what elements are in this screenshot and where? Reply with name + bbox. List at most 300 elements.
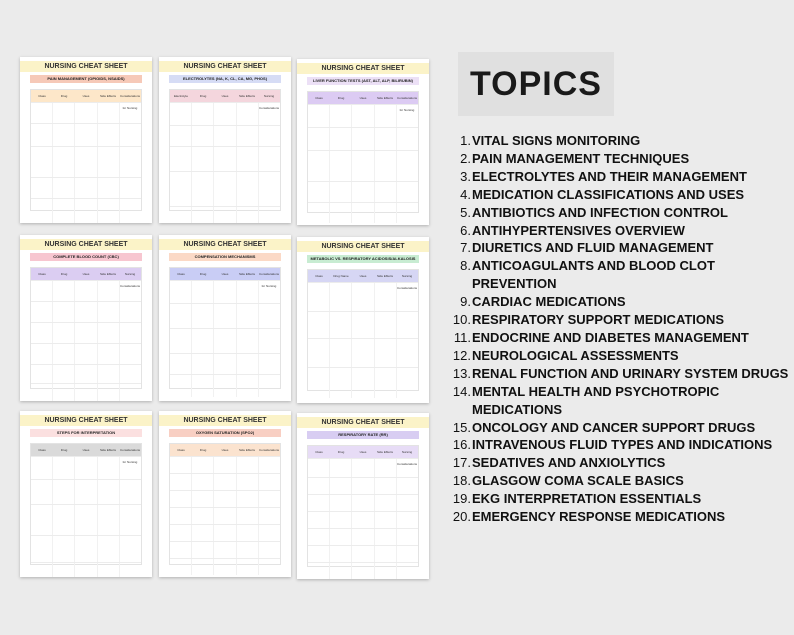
topic-number: 9. — [460, 294, 471, 310]
table-cell — [396, 368, 418, 398]
table-header-cell: Uses — [359, 450, 367, 454]
table-cell — [329, 151, 351, 181]
table-cell — [329, 512, 351, 528]
table-cell — [170, 542, 191, 558]
table-cell — [329, 546, 351, 562]
sheet-table — [307, 91, 419, 213]
table-row — [308, 202, 418, 223]
sheet-table — [307, 445, 419, 567]
table-cell — [52, 457, 74, 479]
table-cell — [351, 512, 373, 528]
table-cell — [213, 559, 235, 575]
table-header-cell: Drug — [60, 272, 68, 276]
table-cell — [258, 329, 280, 353]
table-cell — [213, 491, 235, 507]
table-row — [170, 524, 280, 541]
table-header-cell: Considerations for Nursing — [119, 448, 140, 464]
topic-text: MEDICATION CLASSIFICATIONS AND USES — [472, 186, 745, 202]
table-cell — [52, 344, 74, 364]
table-cell — [329, 203, 351, 223]
table-header-cell: Side Effects — [377, 274, 393, 278]
table-cell — [119, 147, 141, 177]
table-cell — [97, 199, 119, 223]
table-cell — [308, 182, 329, 202]
topic-number: 17. — [452, 455, 471, 471]
table-cell — [191, 126, 213, 146]
table-row — [308, 282, 418, 311]
table-cell — [258, 172, 280, 206]
table-row — [170, 328, 280, 353]
table-cell — [308, 563, 329, 579]
table-cell — [97, 323, 119, 343]
table-cell — [97, 536, 119, 562]
table-header-cell: Class — [38, 272, 46, 276]
table-cell — [258, 354, 280, 374]
table-header-cell: Nursing Considerations — [258, 94, 279, 110]
table-cell — [213, 281, 235, 303]
table-row — [308, 367, 418, 398]
table-cell — [170, 103, 191, 125]
table-cell — [374, 546, 396, 562]
sheet-title: NURSING CHEAT SHEET — [20, 415, 152, 426]
table-cell — [52, 365, 74, 383]
cheat-sheet-page — [20, 235, 152, 401]
topic-text: SEDATIVES AND ANXIOLYTICS — [472, 455, 666, 471]
table-cell — [74, 147, 96, 177]
table-cell — [236, 474, 258, 490]
table-cell — [191, 525, 213, 541]
table-cell — [396, 478, 418, 494]
table-cell — [52, 302, 74, 322]
table-row — [170, 303, 280, 328]
table-cell — [329, 529, 351, 545]
topic-item — [447, 365, 792, 383]
table-header-cell: Side Effects — [100, 448, 116, 452]
table-header — [31, 268, 141, 288]
table-row — [31, 123, 141, 146]
table-cell — [329, 105, 351, 127]
table-row — [31, 343, 141, 364]
table-cell — [329, 283, 351, 311]
table-cell — [213, 126, 235, 146]
table-cell — [329, 495, 351, 511]
sheet-subtitle: RESPIRATORY RATE (RR) — [307, 431, 419, 439]
table-cell — [31, 480, 52, 504]
table-header-cell: Nursing Considerations — [396, 274, 417, 290]
table-header-cell: Drug — [60, 94, 68, 98]
table-cell — [52, 323, 74, 343]
table-header-cell: Uses — [82, 272, 90, 276]
table-cell — [374, 563, 396, 579]
table-cell — [258, 147, 280, 171]
table-cell — [236, 281, 258, 303]
table-row — [170, 374, 280, 397]
table-cell — [236, 525, 258, 541]
table-row — [308, 104, 418, 127]
table-cell — [97, 457, 119, 479]
topic-item — [447, 490, 792, 508]
table-cell — [74, 124, 96, 146]
topic-text: ENDOCRINE AND DIABETES MANAGEMENT — [472, 329, 749, 345]
sheet-subtitle: STEPS FOR INTERPRETATION — [30, 429, 142, 437]
table-cell — [236, 354, 258, 374]
table-cell — [170, 354, 191, 374]
table-cell — [308, 495, 329, 511]
topic-text: DIURETICS AND FLUID MANAGEMENT — [472, 240, 714, 256]
table-cell — [236, 375, 258, 397]
table-cell — [258, 474, 280, 490]
table-cell — [119, 563, 141, 577]
table-cell — [351, 368, 373, 398]
table-cell — [31, 103, 52, 123]
cheat-sheet-page — [159, 57, 291, 223]
table-cell — [236, 147, 258, 171]
table-cell — [213, 207, 235, 223]
table-cell — [236, 559, 258, 575]
table-row — [170, 102, 280, 125]
table-cell — [396, 529, 418, 545]
table-cell — [213, 542, 235, 558]
table-cell — [191, 508, 213, 524]
table-cell — [97, 124, 119, 146]
topic-text: ANTIHYPERTENSIVES OVERVIEW — [472, 222, 685, 238]
table-cell — [191, 304, 213, 328]
table-cell — [396, 151, 418, 181]
topic-item — [447, 222, 792, 240]
topic-text: ANTICOAGULANTS AND BLOOD CLOT PREVENTION — [472, 258, 715, 292]
table-cell — [74, 365, 96, 383]
table-header-cell: Side Effects — [239, 94, 255, 98]
table-cell — [74, 323, 96, 343]
topic-number: 11. — [453, 329, 471, 345]
table-cell — [258, 559, 280, 575]
table-header-cell: Considerations for Nursing — [258, 272, 279, 288]
table-cell — [74, 505, 96, 535]
table-cell — [396, 339, 418, 367]
table-cell — [213, 103, 235, 125]
table-row — [31, 479, 141, 504]
table-cell — [191, 474, 213, 490]
table-header-cell: Drug — [337, 450, 345, 454]
table-cell — [329, 128, 351, 150]
table-cell — [74, 103, 96, 123]
table-header-cell: Class — [315, 274, 323, 278]
table-cell — [396, 563, 418, 579]
table-cell — [191, 375, 213, 397]
table-row — [31, 504, 141, 535]
cheat-sheet-page — [297, 237, 429, 403]
table-cell — [97, 344, 119, 364]
table-cell — [74, 281, 96, 301]
table-cell — [258, 281, 280, 303]
table-row — [308, 511, 418, 528]
table-cell — [97, 103, 119, 123]
topic-number: 15. — [452, 419, 471, 435]
table-cell — [31, 281, 52, 301]
table-cell — [119, 103, 141, 123]
table-cell — [213, 304, 235, 328]
table-row — [170, 280, 280, 303]
table-cell — [236, 329, 258, 353]
table-row — [31, 102, 141, 123]
cheat-sheet-page — [297, 59, 429, 225]
topic-text: ELECTROLYTES AND THEIR MANAGEMENT — [472, 168, 747, 184]
table-cell — [52, 480, 74, 504]
table-header-cell: Uses — [82, 94, 90, 98]
table-cell — [170, 491, 191, 507]
table-header — [308, 270, 418, 290]
table-header — [170, 90, 280, 110]
table-cell — [97, 505, 119, 535]
topic-text: PAIN MANAGEMENT TECHNIQUES — [472, 150, 690, 166]
topic-text: EKG INTERPRETATION ESSENTIALS — [472, 491, 702, 507]
table-row — [31, 146, 141, 177]
table-header-cell: Nursing Considerations — [119, 272, 140, 288]
topic-text: MENTAL HEALTH AND PSYCHOTROPIC MEDICATIONS — [472, 383, 720, 417]
table-cell — [97, 147, 119, 177]
sheet-subtitle: LIVER FUNCTION TESTS (AST, ALT, ALP, BILIRUBIN) — [307, 77, 419, 85]
topics-heading-box — [458, 52, 614, 116]
sheet-table — [30, 89, 142, 211]
table-cell — [236, 207, 258, 223]
table-header-cell: Uses — [82, 448, 90, 452]
table-cell — [119, 505, 141, 535]
cheat-sheet-page — [20, 57, 152, 223]
topics-heading: TOPICS — [470, 64, 602, 103]
table-cell — [396, 546, 418, 562]
table-cell — [31, 505, 52, 535]
table-header-cell: Uses — [221, 448, 229, 452]
table-header — [308, 92, 418, 112]
table-cell — [52, 147, 74, 177]
table-cell — [170, 281, 191, 303]
table-row — [170, 490, 280, 507]
cheat-sheet-page — [297, 413, 429, 579]
table-cell — [308, 151, 329, 181]
sheet-table — [30, 267, 142, 389]
topic-text: RESPIRATORY SUPPORT MEDICATIONS — [472, 312, 725, 328]
sheet-title: NURSING CHEAT SHEET — [159, 61, 291, 72]
table-cell — [308, 105, 329, 127]
topic-item — [447, 186, 792, 204]
table-cell — [191, 281, 213, 303]
table-cell — [351, 546, 373, 562]
table-header-cell: Side Effects — [239, 272, 255, 276]
table-cell — [31, 457, 52, 479]
table-cell — [74, 457, 96, 479]
table-header-cell: Considerations for Nursing — [119, 94, 140, 110]
table-row — [308, 494, 418, 511]
table-cell — [119, 124, 141, 146]
table-cell — [74, 344, 96, 364]
topic-text: RENAL FUNCTION AND URINARY SYSTEM DRUGS — [472, 365, 789, 381]
topic-item — [447, 132, 792, 150]
table-cell — [170, 457, 191, 473]
table-cell — [258, 457, 280, 473]
table-header-cell: Class — [315, 96, 323, 100]
table-cell — [374, 203, 396, 223]
topic-item — [447, 311, 792, 329]
topic-number: 6. — [460, 222, 471, 238]
topic-item — [447, 454, 792, 472]
table-cell — [374, 459, 396, 477]
table-row — [31, 535, 141, 562]
topic-number: 8. — [460, 258, 471, 274]
table-header-cell: Side Effects — [100, 94, 116, 98]
table-cell — [52, 103, 74, 123]
table-cell — [308, 459, 329, 477]
topic-number: 14. — [452, 383, 471, 399]
table-cell — [74, 480, 96, 504]
table-cell — [374, 128, 396, 150]
topic-item — [447, 204, 792, 222]
table-cell — [119, 302, 141, 322]
table-row — [31, 383, 141, 401]
topic-number: 3. — [460, 168, 471, 184]
table-header — [170, 444, 280, 456]
table-cell — [236, 508, 258, 524]
topic-item — [447, 168, 792, 186]
table-cell — [191, 172, 213, 206]
table-cell — [308, 512, 329, 528]
table-header — [31, 90, 141, 110]
table-row — [170, 541, 280, 558]
table-cell — [119, 178, 141, 198]
topic-text: ANTIBIOTICS AND INFECTION CONTROL — [472, 204, 728, 220]
table-cell — [329, 368, 351, 398]
table-row — [31, 456, 141, 479]
topic-item — [447, 347, 792, 365]
table-cell — [97, 302, 119, 322]
sheet-title: NURSING CHEAT SHEET — [297, 63, 429, 74]
table-cell — [191, 559, 213, 575]
table-cell — [31, 178, 52, 198]
table-header-cell: Side Effects — [239, 448, 255, 452]
table-cell — [308, 312, 329, 338]
topic-text: EMERGENCY RESPONSE MEDICATIONS — [472, 509, 726, 525]
topic-number: 12. — [452, 347, 471, 363]
table-cell — [374, 312, 396, 338]
sheet-subtitle: OXYGEN SATURATION (SPO2) — [169, 429, 281, 437]
table-cell — [119, 365, 141, 383]
table-cell — [374, 283, 396, 311]
table-cell — [258, 375, 280, 397]
table-cell — [351, 151, 373, 181]
table-cell — [351, 128, 373, 150]
topic-number: 1. — [460, 133, 471, 148]
table-cell — [52, 536, 74, 562]
table-cell — [52, 199, 74, 223]
table-cell — [170, 126, 191, 146]
table-header-cell: Uses — [359, 274, 367, 278]
table-row — [170, 507, 280, 524]
topic-number: 18. — [452, 473, 471, 489]
table-cell — [258, 304, 280, 328]
table-row — [308, 458, 418, 477]
table-header-cell: Class — [315, 450, 323, 454]
table-cell — [329, 339, 351, 367]
table-cell — [170, 329, 191, 353]
table-row — [308, 545, 418, 562]
table-row — [170, 171, 280, 206]
table-header-cell: Class — [38, 448, 46, 452]
table-cell — [52, 384, 74, 401]
table-row — [170, 146, 280, 171]
table-row — [308, 311, 418, 338]
table-cell — [396, 312, 418, 338]
sheet-title: NURSING CHEAT SHEET — [297, 241, 429, 252]
table-cell — [236, 126, 258, 146]
table-cell — [97, 281, 119, 301]
topic-item — [447, 383, 792, 419]
table-row — [308, 338, 418, 367]
table-row — [170, 456, 280, 473]
table-row — [31, 364, 141, 383]
table-cell — [351, 495, 373, 511]
table-row — [308, 562, 418, 579]
table-header-cell: Drug — [199, 272, 207, 276]
table-cell — [119, 199, 141, 223]
table-header-cell: Considerations for Nursing — [396, 96, 417, 112]
table-cell — [351, 478, 373, 494]
table-cell — [213, 354, 235, 374]
table-cell — [396, 283, 418, 311]
table-cell — [351, 312, 373, 338]
topic-number: 19. — [452, 491, 471, 507]
table-cell — [351, 203, 373, 223]
table-cell — [374, 512, 396, 528]
table-cell — [31, 563, 52, 577]
table-cell — [31, 536, 52, 562]
table-header-cell: Class — [38, 94, 46, 98]
table-cell — [213, 329, 235, 353]
table-header-cell: Uses — [221, 272, 229, 276]
table-row — [31, 562, 141, 577]
sheet-subtitle: COMPLETE BLOOD COUNT (CBC) — [30, 253, 142, 261]
sheet-subtitle: ELECTROLYTES (NA, K, CL, CA, MG, PHOS) — [169, 75, 281, 83]
table-cell — [31, 365, 52, 383]
table-cell — [374, 339, 396, 367]
topic-number: 13. — [452, 365, 471, 381]
table-cell — [329, 459, 351, 477]
table-cell — [191, 491, 213, 507]
topic-number: 7. — [460, 240, 471, 256]
table-cell — [213, 508, 235, 524]
table-header-cell: Class — [177, 448, 185, 452]
table-cell — [258, 525, 280, 541]
topic-number: 16. — [452, 437, 471, 453]
table-header-cell: Uses — [359, 96, 367, 100]
table-cell — [396, 182, 418, 202]
table-cell — [97, 178, 119, 198]
table-header-cell: Side Effects — [100, 272, 116, 276]
table-cell — [97, 563, 119, 577]
table-cell — [119, 323, 141, 343]
table-cell — [170, 508, 191, 524]
table-row — [308, 477, 418, 494]
topic-item — [447, 508, 792, 526]
table-cell — [308, 478, 329, 494]
cheat-sheet-page — [20, 411, 152, 577]
table-cell — [97, 480, 119, 504]
topic-item — [447, 257, 792, 293]
table-cell — [52, 281, 74, 301]
table-header-cell: Class — [177, 272, 185, 276]
table-cell — [308, 203, 329, 223]
table-cell — [329, 563, 351, 579]
cheat-sheet-page — [159, 235, 291, 401]
table-cell — [308, 283, 329, 311]
